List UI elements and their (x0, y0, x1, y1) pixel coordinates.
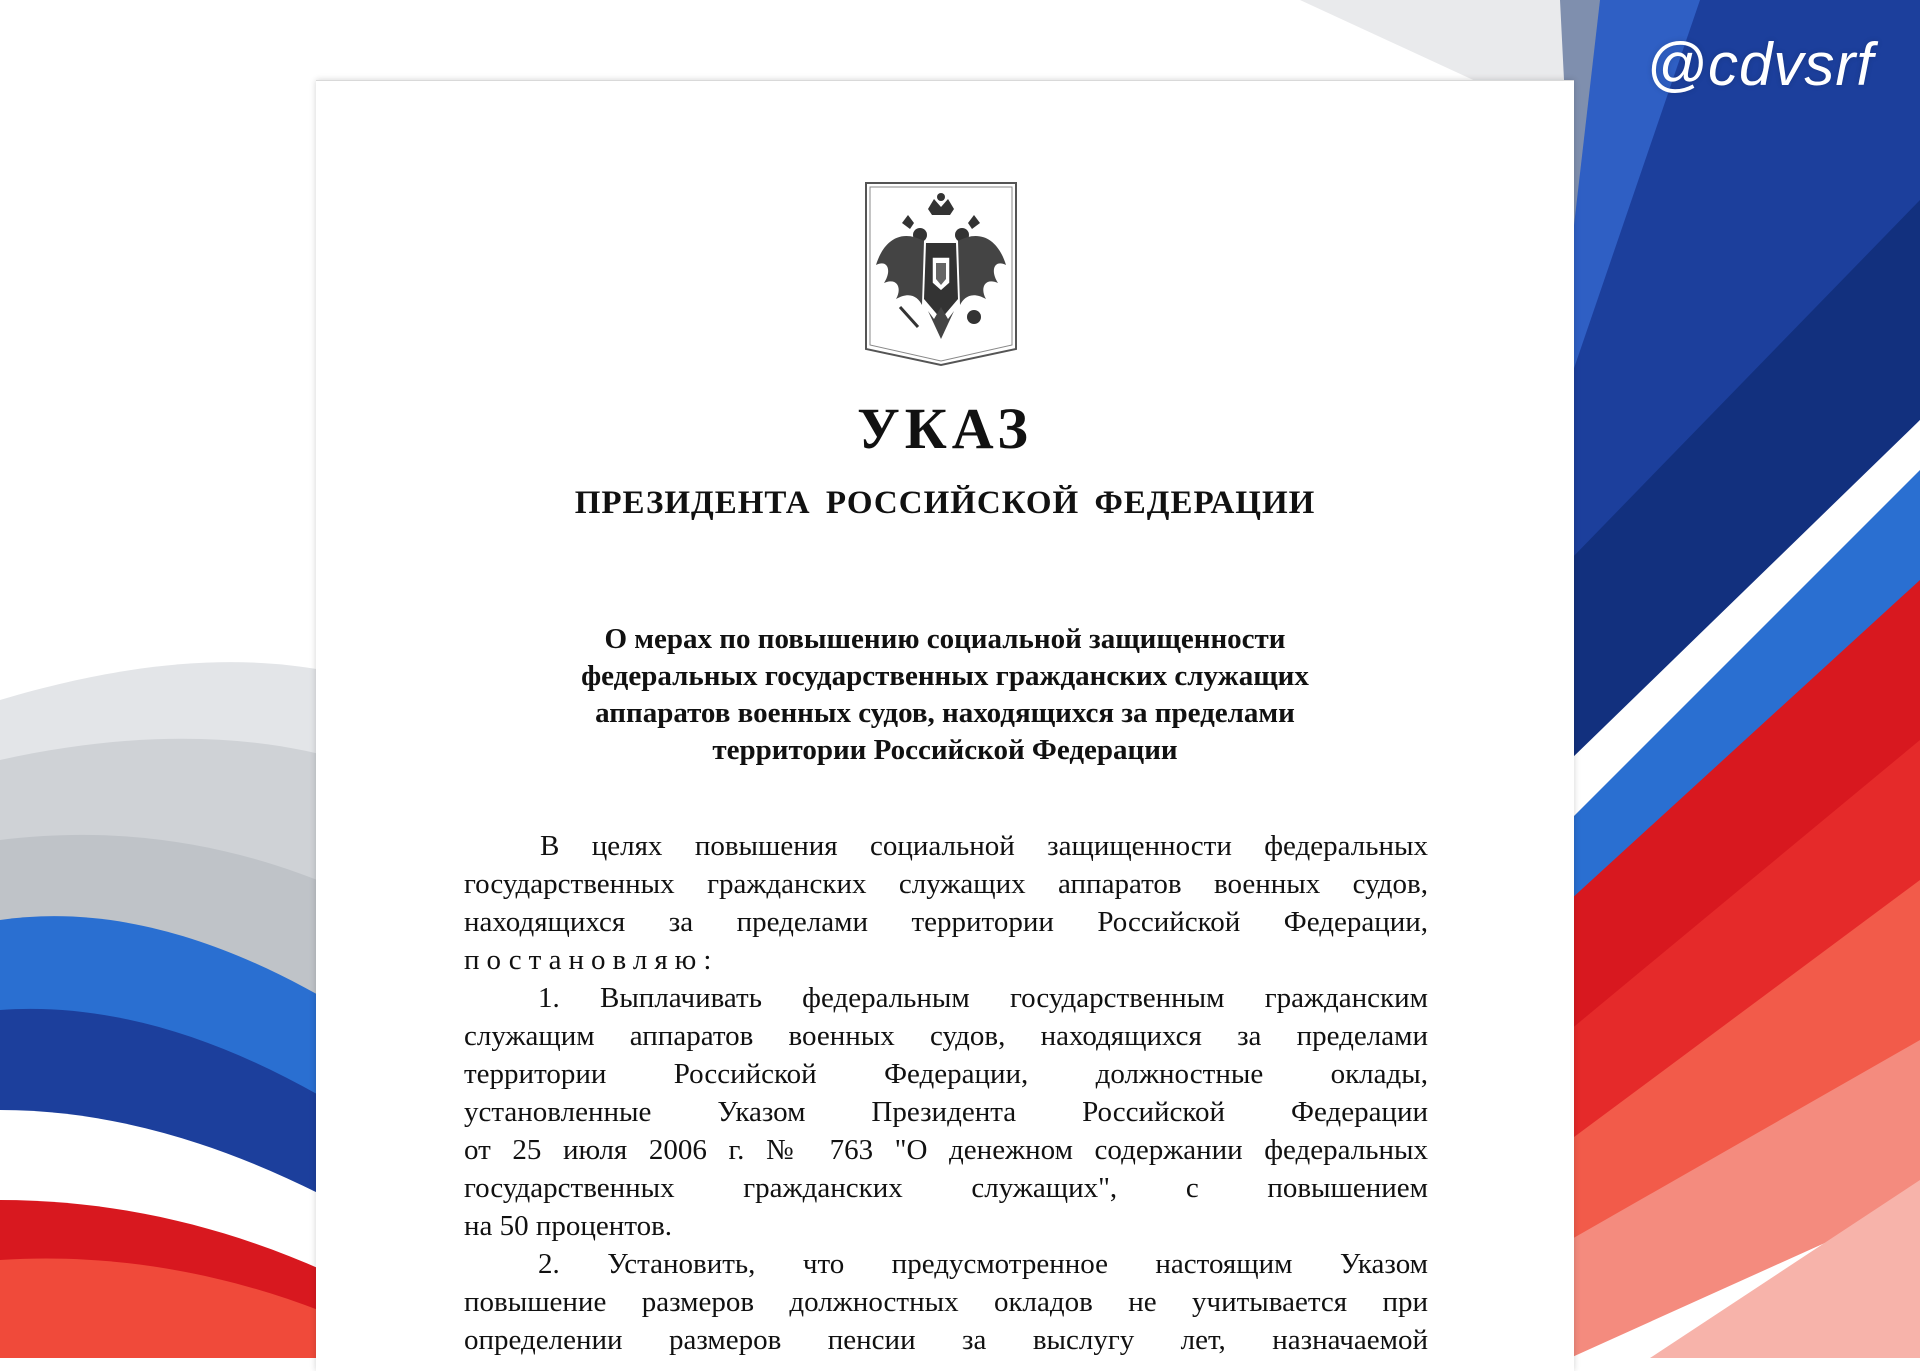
heading-line: федеральных государственных гражданских служащих (581, 660, 1309, 692)
heading-line: О мерах по повышению социальной защищенности (604, 623, 1286, 655)
document-title: УКАЗ (857, 396, 1033, 461)
body-line: государственных гражданских служащих аппаратов военных судов, (464, 868, 1428, 900)
russian-coat-of-arms-icon (862, 179, 1020, 369)
body-line: повышение размеров должностных окладов не учитывается при (464, 1286, 1428, 1318)
body-line: 1. Выплачивать федеральным государственным гражданским (538, 982, 1428, 1014)
body-line: В целях повышения социальной защищенности федеральных (540, 830, 1428, 862)
body-line: установленные Указом Президента Российской Федерации (464, 1096, 1428, 1128)
body-line: находящихся за пределами территории Российской Федерации, (464, 906, 1428, 938)
body-line: на 50 процентов. (464, 1210, 673, 1242)
body-line: территории Российской Федерации, должностные оклады, (464, 1058, 1428, 1090)
body-line: служащим аппаратов военных судов, находящихся за пределами (464, 1020, 1428, 1052)
decree-page (316, 80, 1574, 1371)
heading-line: территории Российской Федерации (712, 734, 1178, 766)
body-line: постановляю: (464, 944, 719, 976)
heading-line: аппаратов военных судов, находящихся за пределами (595, 697, 1295, 729)
body-line: государственных гражданских служащих", с повышением (464, 1172, 1428, 1204)
body-line: от 25 июля 2006 г. № 763 "О денежном содержании федеральных (464, 1134, 1428, 1166)
decree-body (464, 827, 1428, 1359)
document-subtitle: ПРЕЗИДЕНТА РОССИЙСКОЙ ФЕДЕРАЦИИ (574, 485, 1316, 521)
body-line: 2. Установить, что предусмотренное настоящим Указом (538, 1248, 1428, 1280)
body-line: определении размеров пенсии за выслугу лет, назначаемой (464, 1324, 1428, 1356)
decree-heading (516, 621, 1374, 769)
channel-watermark: @cdvsrf (1646, 31, 1874, 98)
